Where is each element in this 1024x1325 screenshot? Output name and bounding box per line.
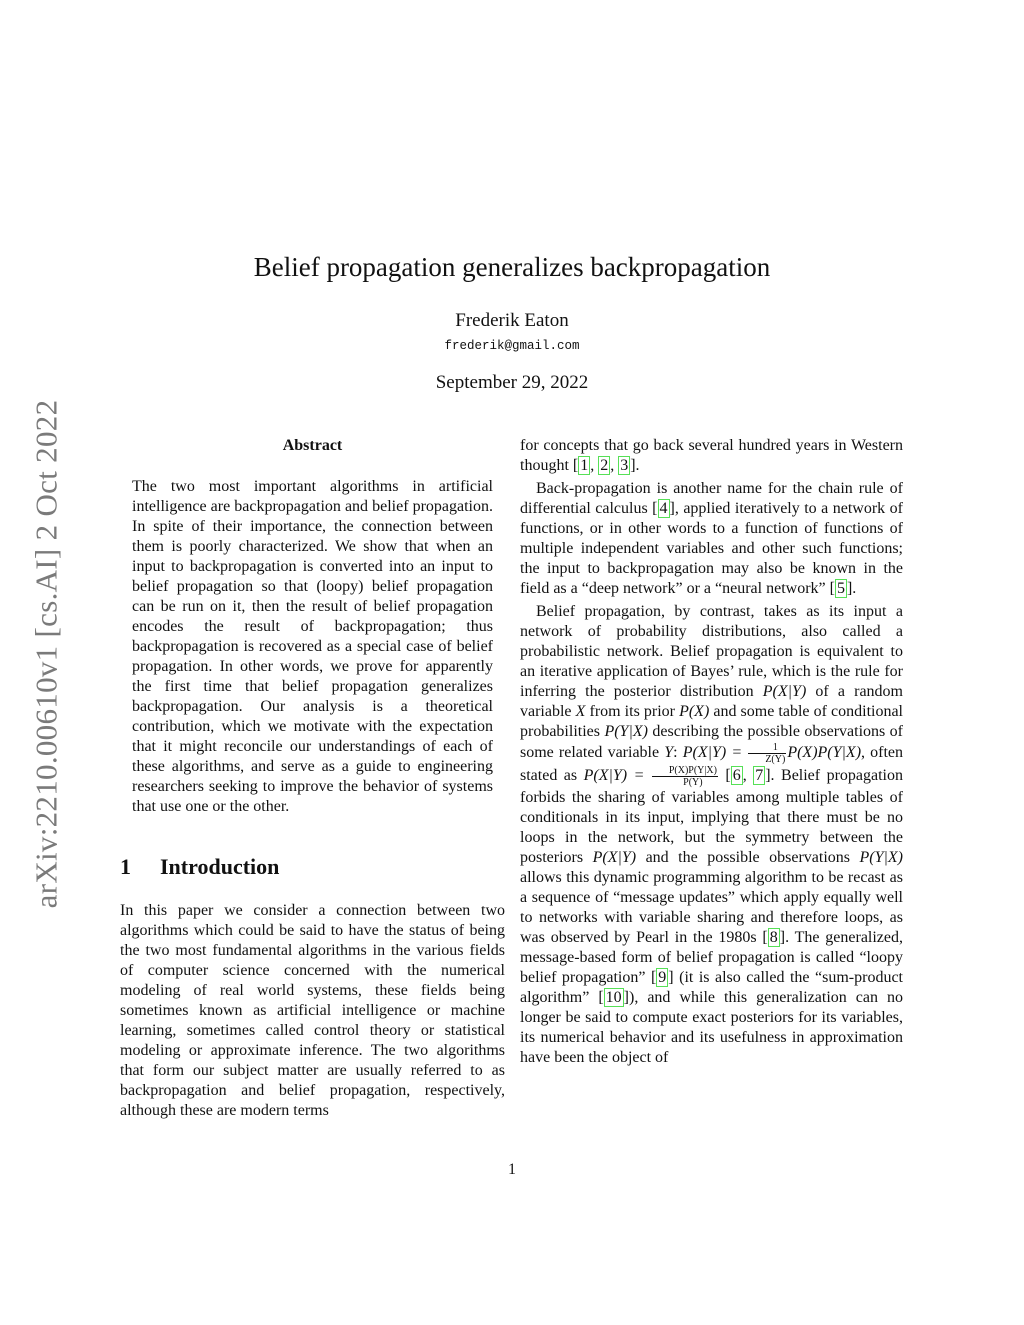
paper-title: Belief propagation generalizes backpropagation [253,252,771,282]
math-inline: X [575,703,586,720]
citation-link[interactable]: 8 [769,929,778,946]
math-inline: P(Y|X) [604,723,648,740]
section-heading [120,853,505,881]
citation-link[interactable]: 2 [600,457,609,474]
paragraph-backprop: Back-propagation is another name for the chain rule of differential calculus [ 4 ], applied iteratively to a network of functions, or in other words to a function of functions of multiple independent variables and other such functions; the input to backpropagation may also be known in the field as a “deep network” or a “neural network” [ 5 ]. [520,480,903,597]
paragraph-belief-propagation: Belief propagation, by contrast, takes as its input a network of probability distributions, also called a probabilistic network. Belief propagation is equivalent to an iterative application of Bayes’ rule, which is the rule for inferring the posterior distribution P(X|Y) of a random variable X from its prior P(X) and some table of conditional probabilities P(Y|X) describing the possible observations of some related variable Y: P(X|Y) = $\frac{1}{Z(Y)}$ P(X)P(Y|X), often stated as P(X|Y) = $\frac{P(X)P(Y|X)}{P(Y)}$ [ 6 , 7 ]. Belief propagation forbids the sharing of variables among multiple tables of conditionals in its input, implying that there must be no loops in the network, but the symmetry between the posteriors P(X|Y) and the possible observations P(Y|X) allows this dynamic programming algorithm to be recast as a sequence of “message updates” which apply equally well to networks with variable sharing and therefore loops, as was observed by Pearl in the 1980s [ 8 ]. The generalized, message-based form of belief propagation is called “loopy belief propagation” [ 9 ] (it is also called the “sum-product algorithm” [ 10 ]), and while this generalization can no longer be said to compute exact posteriors for its variables, its numerical behavior and its usefulness in approximation have been the object of [520,603,904,1066]
arxiv-identifier: arXiv:2210.00610v1 [cs.AI] 2 Oct 2022 [28,399,64,909]
author-name: Frederik Eaton [455,310,569,331]
math-fraction: $\frac{P(X)P(Y|X)}{P(Y)}$ [652,765,718,788]
abstract-body: The two most important algorithms in artificial intelligence are backpropagation and belief propagation. In spite of their importance, the connection between them is poorly characterized. We show that when an input to backpropagation is converted into an input to belief propagation so that (loopy) belief propagation can be run on it, then the result of belief propagation encodes the result of backpropagation; thus backpropagation is recovered as a special case of belief propagation. In other words, we prove for apparently the first time that belief propagation generalizes backpropagation. Our analysis is a theoretical contribution, which we motivate with the expectation that it might reconcile our understandings of each of these algorithms, and serve as a guide to engineering researchers seeking to improve the behavior of systems that use one or the other. [132,478,493,815]
paragraph-history: for concepts that go back several hundred years in Western thought [ 1 , 2 , 3 ]. [520,437,903,474]
math-inline: Y [664,744,674,762]
section-number: 1 [120,854,131,879]
math-inline: P(X|Y) [592,849,637,866]
citation-link[interactable]: 6 [732,767,741,785]
section-title: Introduction [160,854,280,879]
arxiv-sidebar [28,378,64,930]
citation-link[interactable]: 3 [620,457,629,474]
citation-link[interactable]: 7 [755,767,764,785]
math-inline: P(Y|X) [859,849,903,866]
math-inline: P(X) [679,703,710,720]
right-column [520,436,903,1068]
author-email[interactable]: frederik@gmail.com [444,339,580,353]
citation-link[interactable]: 9 [658,969,667,986]
intro-paragraph: In this paper we consider a connection between two algorithms which could be said to have the status of being the two most fundamental algorithms in the various fields of computer science concerned with the numerical modeling of real world systems, these fields being sometimes known as artificial intelligence or machine learning, sometimes called control theory or statistical modeling or approximate inference. The two algorithms that form our subject matter are usually referred to as backpropagation and belief propagation, respectively, although these are modern terms [120,902,505,1119]
citation-link[interactable]: 5 [836,580,845,597]
math-fraction: $\frac{1}{Z(Y)}$ [748,742,786,765]
math-inline: P(X|Y) [762,683,807,700]
math-equation: P(X|Y) = [583,767,645,785]
citation-link[interactable]: 10 [605,989,622,1006]
citation-link[interactable]: 1 [580,457,589,474]
math-equation: P(X|Y) = [682,744,743,762]
citation-link[interactable]: 4 [659,500,668,517]
paper-date: September 29, 2022 [435,372,589,393]
math-equation: P(X)P(Y|X) [787,744,862,762]
page-number: 1 [508,1161,516,1178]
abstract-heading: Abstract [282,437,343,454]
left-column [120,436,505,1121]
